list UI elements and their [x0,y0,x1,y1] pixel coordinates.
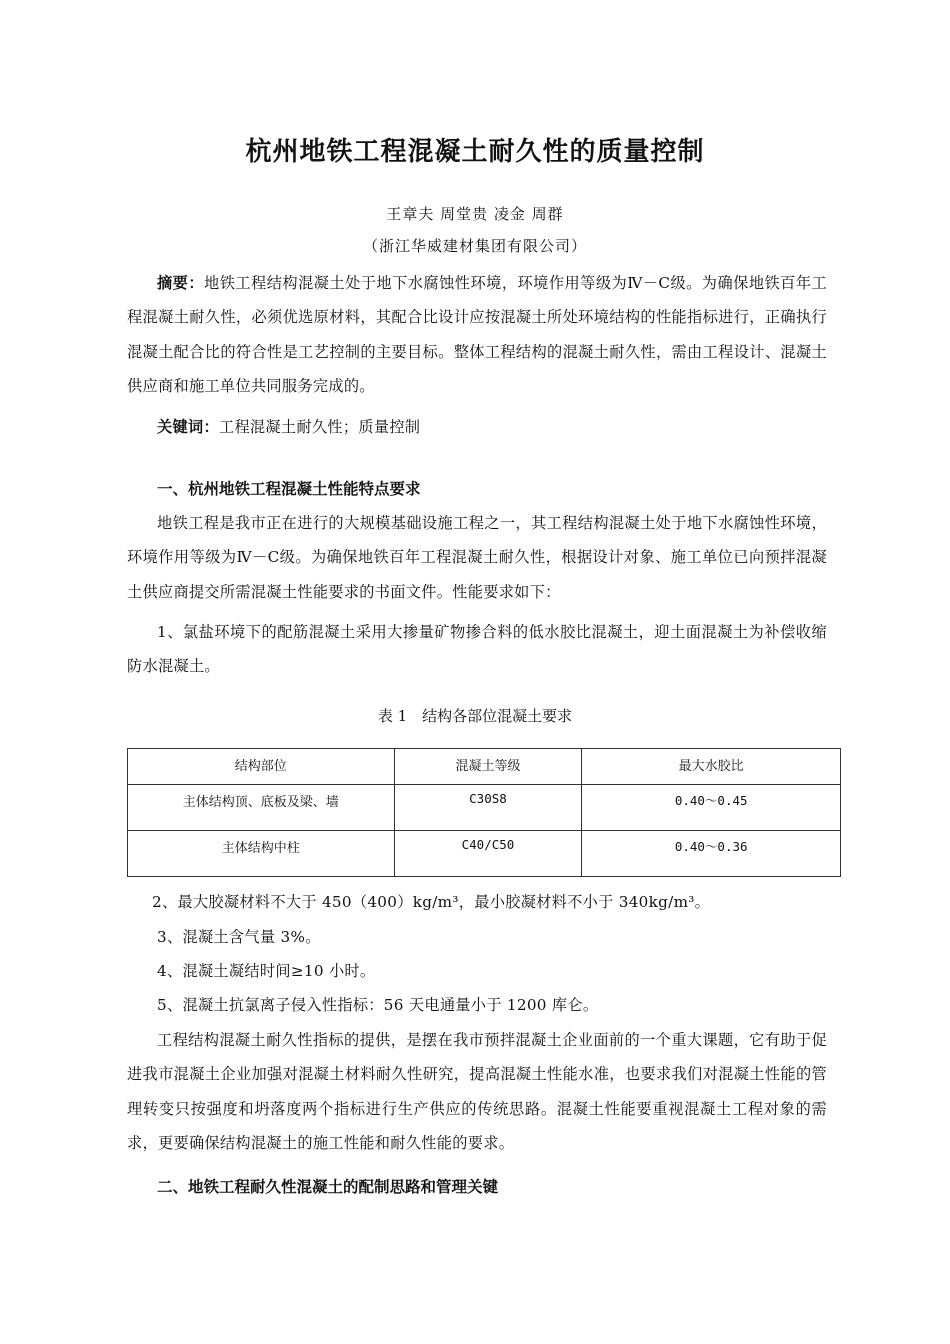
table-header-cell: 结构部位 [128,749,395,785]
table-caption: 表 1 结构各部位混凝土要求 [377,707,573,725]
section-1-heading: 一、杭州地铁工程混凝土性能特点要求 [157,480,421,498]
keywords-paragraph [127,410,827,444]
keywords-label: 关键词： [157,418,219,436]
requirement-item-1: 1、氯盐环境下的配筋混凝土采用大掺量矿物掺合料的低水胶比混凝土，迎土面混凝土为补偿收缩防水混凝土。 [127,623,827,676]
section-2-heading: 二、地铁工程耐久性混凝土的配制思路和管理关键 [157,1178,499,1196]
table-header-cell: 最大水胶比 [582,749,841,785]
table-header-row [128,749,841,785]
requirement-item-5: 5、混凝土抗氯离子侵入性指标：56 天电通量小于 1200 库仑。 [157,996,599,1014]
table-row [128,785,841,831]
abstract-label: 摘要： [157,274,205,292]
requirements-table [127,748,841,877]
requirement-item-4: 4、混凝土凝结时间≥10 小时。 [157,962,376,980]
affiliation: （浙江华威建材集团有限公司） [362,237,587,255]
paper-title: 杭州地铁工程混凝土耐久性的质量控制 [245,137,705,167]
table-cell: C30S8 [394,785,582,831]
table-cell: 主体结构顶、底板及梁、墙 [128,785,395,831]
requirement-item-3: 3、混凝土含气量 3%。 [157,928,321,946]
keywords-text: 工程混凝土耐久性；质量控制 [218,418,421,436]
table-cell: 主体结构中柱 [128,831,395,877]
abstract-paragraph [127,266,827,403]
author-list: 王章夫 周堂贵 凌金 周群 [386,205,564,223]
table-cell: 0.40～0.45 [582,785,841,831]
table-cell: C40/C50 [394,831,582,877]
section-1-paragraph: 地铁工程是我市正在进行的大规模基础设施工程之一，其工程结构混凝土处于地下水腐蚀性环境，环境作用等级为Ⅳ－C级。为确保地铁百年工程混凝土耐久性，根据设计对象、施工单位已向预拌混凝土供应商提交所需混凝土性能要求的书面文件。性能要求如下： [127,514,827,601]
abstract-text: 地铁工程结构混凝土处于地下水腐蚀性环境，环境作用等级为Ⅳ－C级。为确保地铁百年工程混凝土耐久性，必须优选原材料，其配合比设计应按混凝土所处环境结构的性能指标进行，正确执行混凝土配合比的符合性是工艺控制的主要目标。整体工程结构的混凝土耐久性，需由工程设计、混凝土供应商和施工单位共同服务完成的。 [127,274,828,395]
requirement-item-2: 2、最大胶凝材料不大于 450（400）kg/m³，最小胶凝材料不小于 340kg/m³。 [152,893,711,911]
summary-paragraph: 工程结构混凝土耐久性指标的提供，是摆在我市预拌混凝土企业面前的一个重大课题，它有助于促进我市混凝土企业加强对混凝土材料耐久性研究，提高混凝土性能水准，也要求我们对混凝土性能的管理转变只按强度和坍落度两个指标进行生产供应的传统思路。混凝土性能要重视混凝土工程对象的需求，更要确保结构混凝土的施工性能和耐久性能的要求。 [127,1031,827,1152]
table-row [128,831,841,877]
table-header-cell: 混凝土等级 [394,749,582,785]
table-cell: 0.40～0.36 [582,831,841,877]
